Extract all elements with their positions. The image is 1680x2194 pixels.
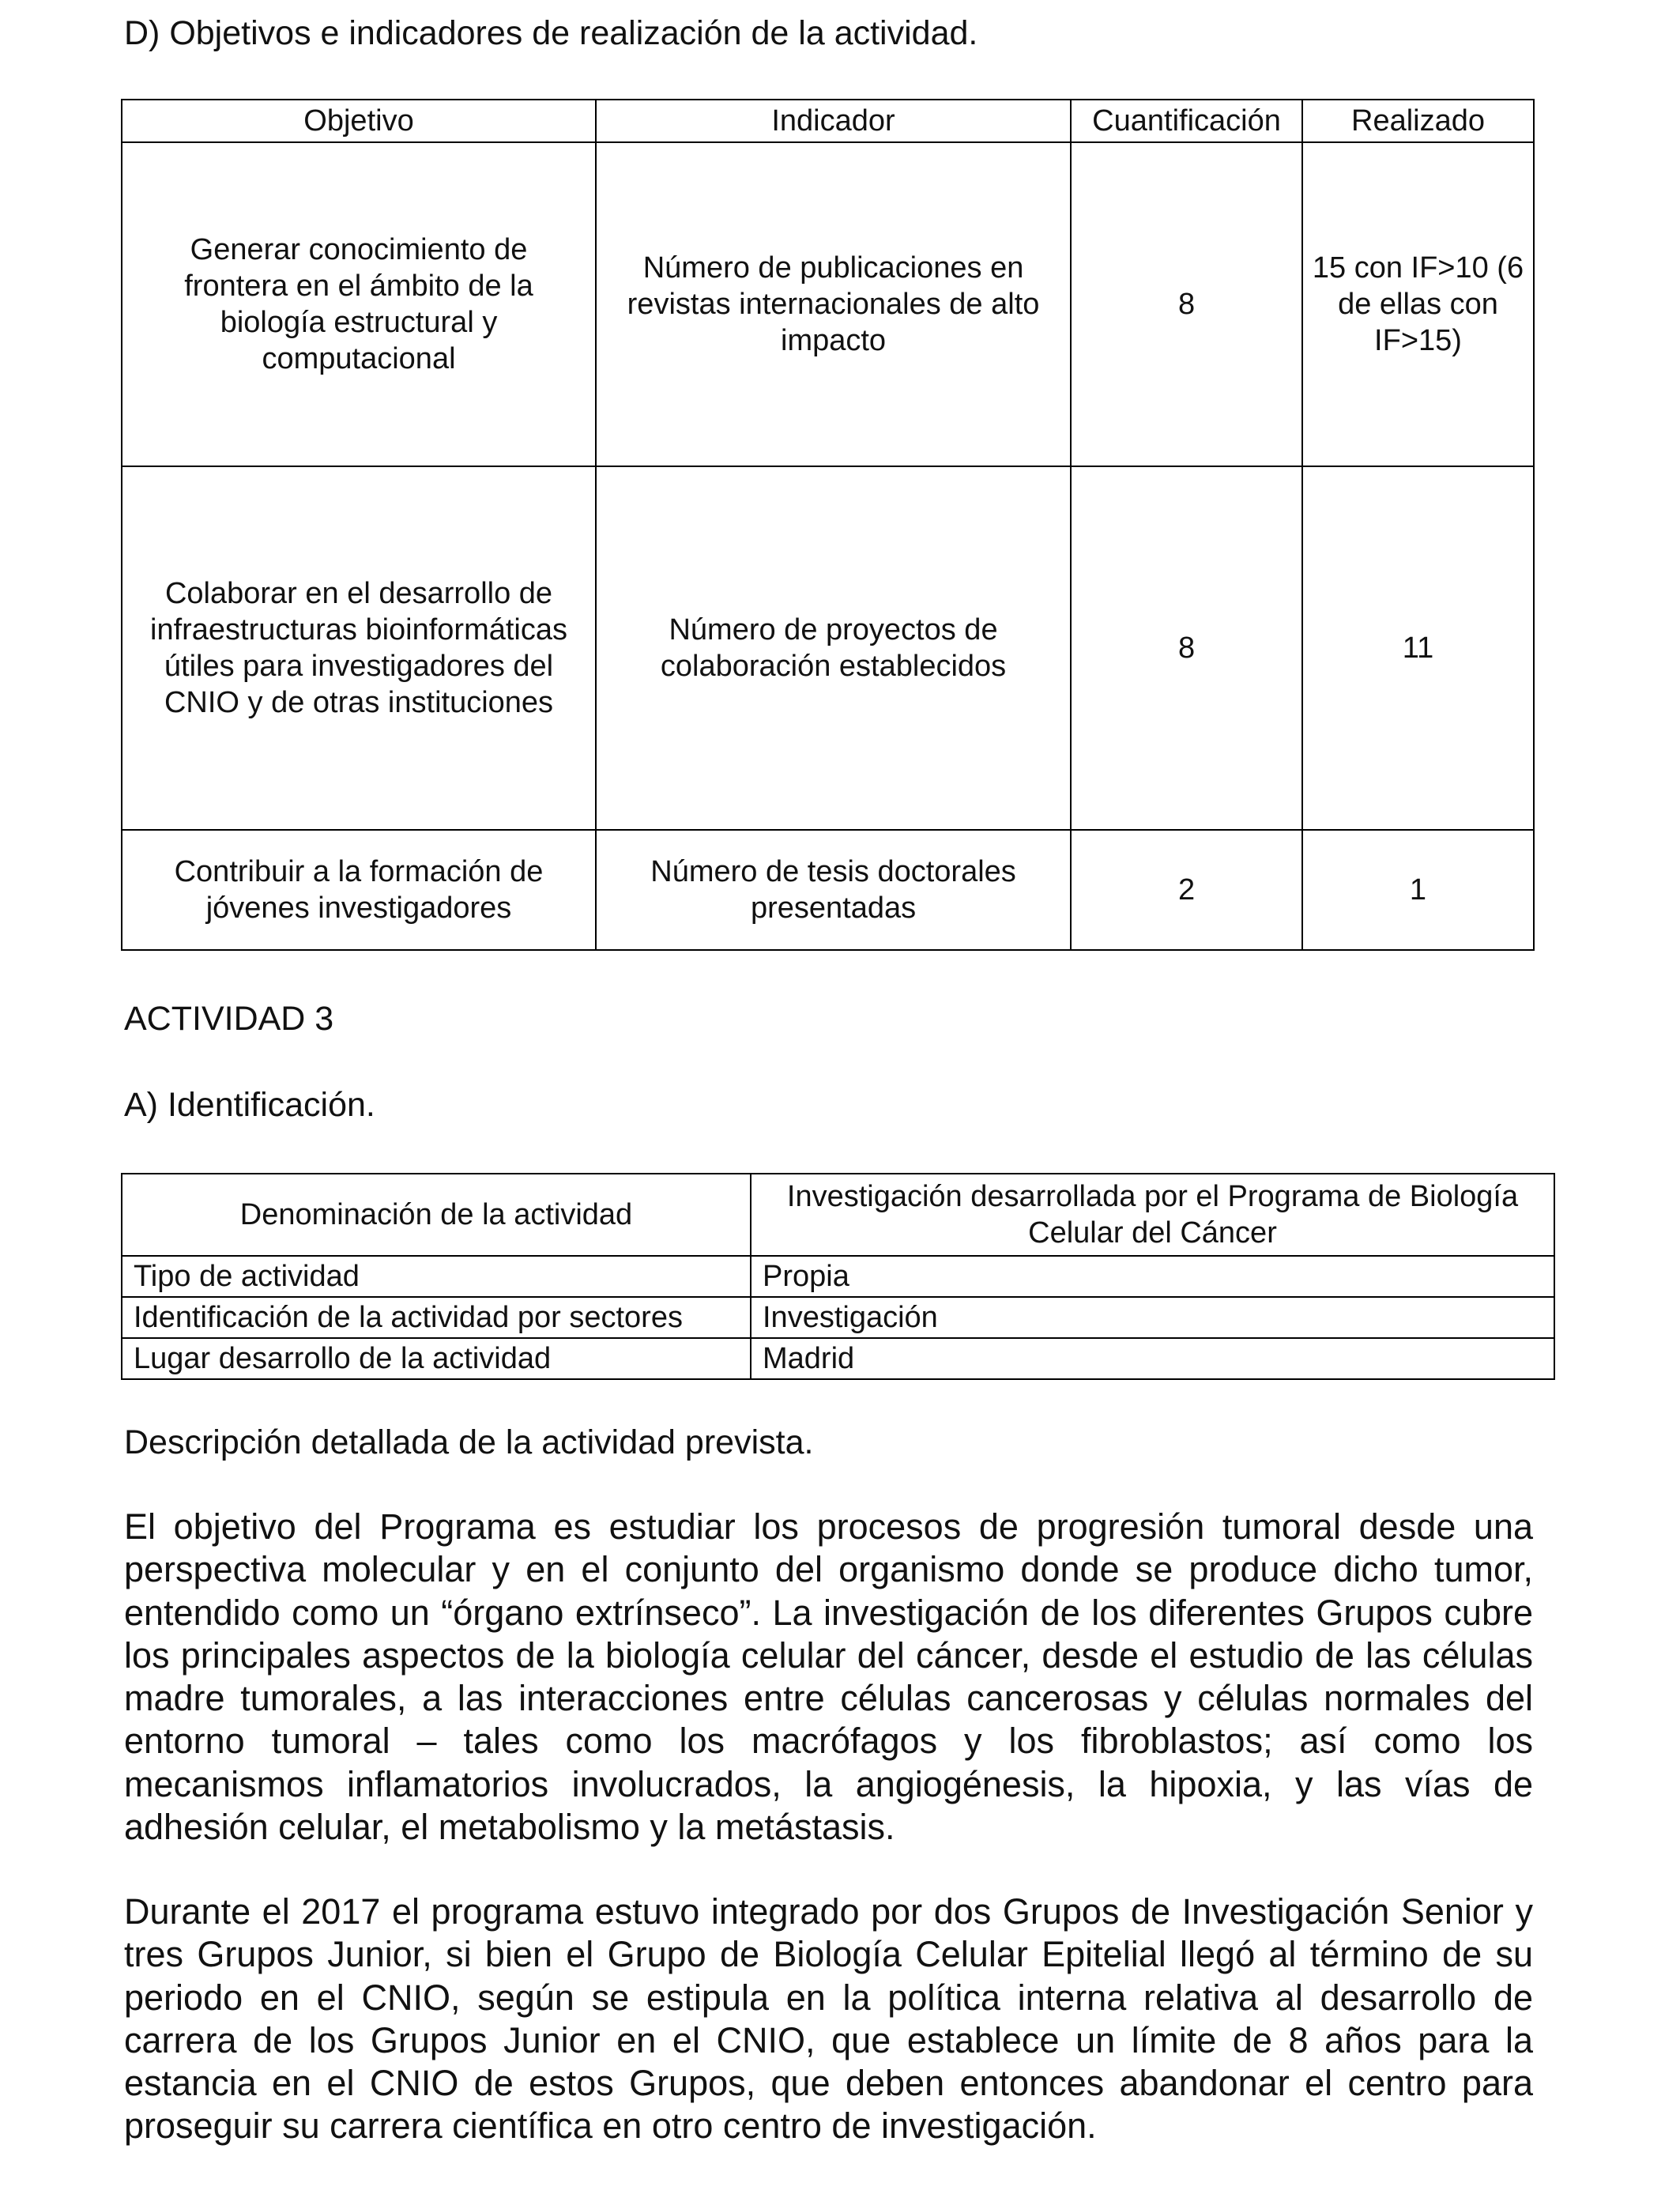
indicador-text: Número de tesis doctorales presentadas xyxy=(650,855,1016,925)
cuantificacion-cell: 8 xyxy=(1071,466,1302,830)
header-objetivo: Objetivo xyxy=(122,100,596,142)
indicador-cell: Número de publicaciones en revistas internacionales de alto impacto xyxy=(596,142,1071,466)
objectives-table xyxy=(121,99,1535,951)
indicador-cell xyxy=(596,466,1071,830)
activity-heading: ACTIVIDAD 3 xyxy=(124,1000,334,1038)
objetivo-cell xyxy=(122,830,596,950)
row-value: Propia xyxy=(751,1256,1554,1297)
realizado-cell: 1 xyxy=(1302,830,1534,950)
row-label: Identificación de la actividad por sectores xyxy=(122,1297,751,1338)
denominacion-label: Denominación de la actividad xyxy=(122,1174,751,1256)
indicador-cell xyxy=(596,830,1071,950)
header-cuantificacion: Cuantificación xyxy=(1071,100,1302,142)
section-a-heading: A) Identificación. xyxy=(124,1086,375,1124)
table-row xyxy=(122,1297,1554,1338)
description-paragraph-1: El objetivo del Programa es estudiar los procesos de progresión tumoral desde una perspectiva molecular y en el conjunto del organismo donde se produce dicho tumor, entendido como un “órgano extrínseco”. La investigación de los diferentes Grupos cubre los principales aspectos de la biología celular del cáncer, desde el estudio de las células madre tumorales, a las interacciones entre células cancerosas y células normales del entorno tumoral – tales como los macrófagos y los fibroblastos; así como los mecanismos inflamatorios involucrados, la angiogénesis, la hipoxia, y las vías de adhesión celular, el metabolismo y la metástasis. xyxy=(124,1506,1533,1848)
row-value: Madrid xyxy=(751,1338,1554,1379)
denominacion-value-text: Investigación desarrollada por el Programa de Biología Celular del Cáncer xyxy=(786,1180,1519,1250)
description-paragraph-2: Durante el 2017 el programa estuvo integrado por dos Grupos de Investigación Senior y tres Grupos Junior, si bien el Grupo de Biología Celular Epitelial llegó al término de su periodo en el CNIO, según se estipula en la política interna relativa al desarrollo de carrera de los Grupos Junior en el CNIO, que establece un límite de 8 años para la estancia en el CNIO de estos Grupos, que deben entonces abandonar el centro para proseguir su carrera científica en otro centro de investigación. xyxy=(124,1891,1533,2147)
objetivo-text: Generar conocimiento de frontera en el ámbito de la biología estructural y computacional xyxy=(184,233,533,375)
table-row xyxy=(122,830,1534,950)
table-row xyxy=(122,142,1534,466)
realizado-cell: 15 con IF>10 (6 de ellas con IF>15) xyxy=(1302,142,1534,466)
objetivo-cell: Colaborar en el desarrollo de infraestructuras bioinformáticas útiles para investigadores del CNIO y de otras instituciones xyxy=(122,466,596,830)
realizado-cell: 11 xyxy=(1302,466,1534,830)
section-d-heading: D) Objetivos e indicadores de realización de la actividad. xyxy=(124,14,978,52)
objectives-table-header xyxy=(122,100,1534,142)
description-heading: Descripción detallada de la actividad prevista. xyxy=(124,1423,814,1461)
table-row xyxy=(122,1256,1554,1297)
cuantificacion-cell: 8 xyxy=(1071,142,1302,466)
objetivo-text: Contribuir a la formación de jóvenes investigadores xyxy=(174,855,544,925)
denominacion-value xyxy=(751,1174,1554,1256)
row-value: Investigación xyxy=(751,1297,1554,1338)
objetivo-cell xyxy=(122,142,596,466)
identification-table xyxy=(121,1173,1555,1380)
header-realizado: Realizado xyxy=(1302,100,1534,142)
table-row xyxy=(122,1338,1554,1379)
row-label: Tipo de actividad xyxy=(122,1256,751,1297)
header-indicador: Indicador xyxy=(596,100,1071,142)
denominacion-row xyxy=(122,1174,1554,1256)
indicador-text: Número de proyectos de colaboración establecidos xyxy=(660,613,1007,683)
table-row xyxy=(122,466,1534,830)
row-label: Lugar desarrollo de la actividad xyxy=(122,1338,751,1379)
cuantificacion-cell: 2 xyxy=(1071,830,1302,950)
